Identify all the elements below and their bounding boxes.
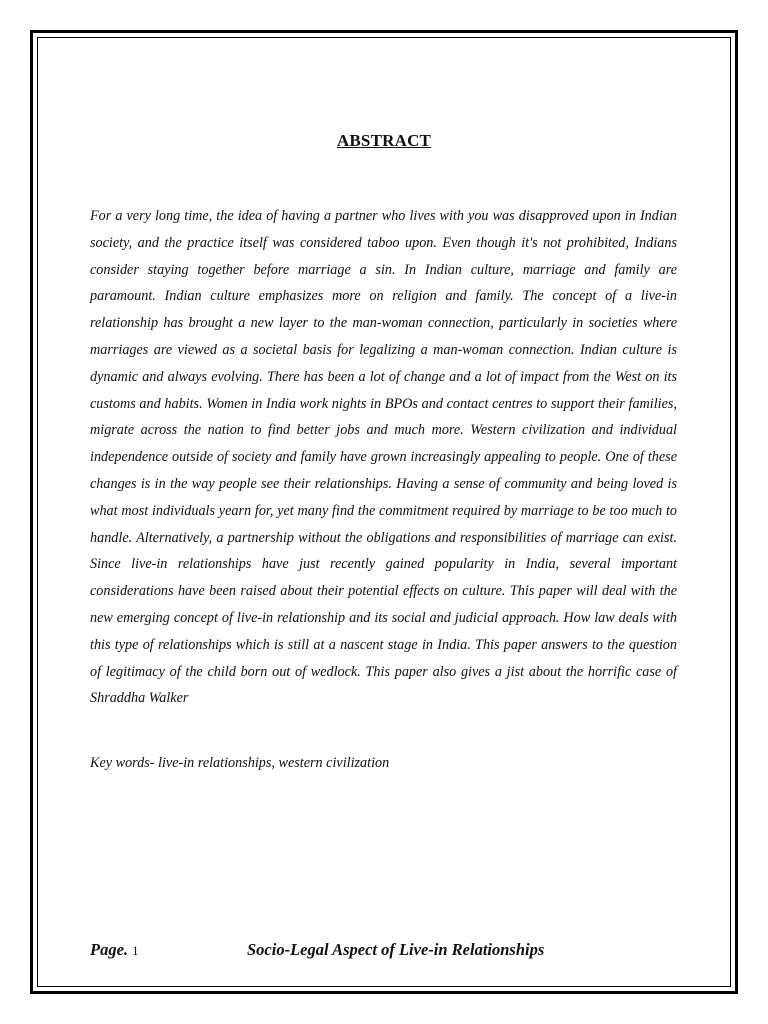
footer-running-title: Socio-Legal Aspect of Live-in Relationships xyxy=(247,940,545,959)
page-label-text: Page. xyxy=(90,940,129,959)
abstract-heading: ABSTRACT xyxy=(336,131,432,150)
page-number: 1 xyxy=(132,943,139,958)
keywords-line: Key words- live-in relationships, western civilization xyxy=(90,755,390,771)
abstract-body: For a very long time, the idea of having a partner who lives with you was disapproved upon in Indian society, and the practice itself was considered taboo upon. Even though it's not prohibited, Indians consider staying together before marriage a sin. In Indian culture, marriage and family are paramount. Indian culture emphasizes more on religion and family. The concept of a live-in relationship has brought a new layer to the man-woman connection, particularly in societies where marriages are viewed as a societal basis for legalizing a man-woman connection. Indian culture is dynamic and always evolving. There has been a lot of change and a lot of impact from the West on its customs and habits. Women in India work nights in BPOs and contact centres to support their families, migrate across the nation to find better jobs and much more. Western civilization and individual independence outside of society and family have grown increasingly appealing to people. One of these changes is in the way people see their relationships. Having a sense of community and being loved is what most individuals yearn for, yet many find the commitment required by marriage to be too much to handle. Alternatively, a partnership without the obligations and responsibilities of marriage can exist. Since live-in relationships have just recently gained popularity in India, several important considerations have been raised about their potential effects on culture. This paper will deal with the new emerging concept of live-in relationship and its social and judicial approach. How law deals with this type of relationships which is still at a nascent stage in India. This paper answers to the question of legitimacy of the child born out of wedlock. This paper also gives a jist about the horrific case of Shraddha Walker xyxy=(90,208,677,707)
footer-page-label xyxy=(90,940,139,960)
